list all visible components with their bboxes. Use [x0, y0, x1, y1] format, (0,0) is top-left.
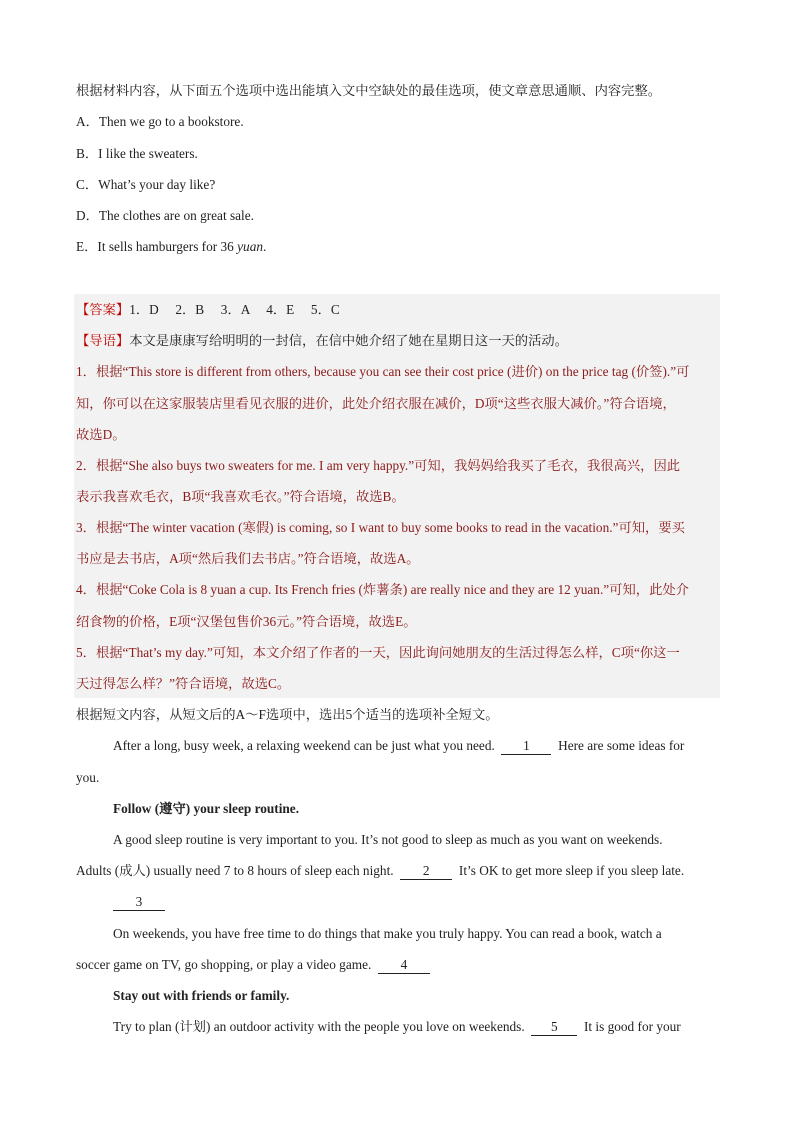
option-c: C．What’s your day like? — [76, 177, 216, 192]
explanation-line: 2．根据“She also buys two sweaters for me. I am very happy.”可知，我妈妈给我买了毛衣，我很高兴，因此 — [76, 458, 681, 473]
explanation-line: 1．根据“This store is different from others, because you can see their cost price (进价) on the price tag (价签).”可 — [76, 364, 690, 379]
blank-1: 1 — [501, 738, 551, 755]
option-d: D．The clothes are on great sale. — [76, 208, 254, 223]
instruction-1: 根据材料内容，从下面五个选项中选出能填入文中空缺处的最佳选项，使文章意思通顺、内容完整。 — [76, 83, 662, 98]
explanation-line: 3．根据“The winter vacation (寒假) is coming, so I want to buy some books to read in the vacation.”可知，要买 — [76, 520, 685, 535]
passage-line: Try to plan (计划) an outdoor activity with the people you love on weekends. 5 It is good for your — [113, 1019, 681, 1034]
answer-values: 1．D 2．B 3．A 4．E 5．C — [129, 302, 340, 317]
blank-2: 2 — [400, 863, 452, 880]
passage-line: soccer game on TV, go shopping, or play a video game. 4 — [76, 955, 430, 975]
answer-line — [76, 300, 340, 320]
answer-label: 【答案】 — [76, 302, 130, 317]
explanation-line: 5．根据“That’s my day.”可知，本文介绍了作者的一天，因此询问她朋友的生活过得怎么样，C项“你这一 — [76, 645, 680, 660]
option-e: E．It sells hamburgers for 36 yuan. — [76, 239, 267, 254]
explanation-line: 表示我喜欢毛衣，B项“我喜欢毛衣。”符合语境，故选B。 — [76, 489, 405, 504]
instruction-2: 根据短文内容，从短文后的A～F选项中，选出5个适当的选项补全短文。 — [76, 707, 499, 722]
option-a: A．Then we go to a bookstore. — [76, 114, 244, 129]
passage-line: A good sleep routine is very important to you. It’s not good to sleep as much as you want on weekends. — [113, 832, 663, 847]
guide-text: 本文是康康写给明明的一封信，在信中她介绍了她在星期日这一天的活动。 — [129, 333, 568, 348]
passage-line: Adults (成人) usually need 7 to 8 hours of sleep each night. 2 It’s OK to get more sleep if you sleep late. — [76, 863, 685, 878]
blank-3: 3 — [113, 894, 165, 911]
explanation-line: 故选D。 — [76, 427, 126, 442]
option-b: B．I like the sweaters. — [76, 146, 198, 161]
passage-line: On weekends, you have free time to do things that make you truly happy. You can read a book, watch a — [113, 926, 662, 941]
blank-5: 5 — [531, 1019, 577, 1036]
heading-sleep-routine: Follow (遵守) your sleep routine. — [113, 801, 300, 816]
passage-line — [113, 892, 165, 912]
heading-stay-out: Stay out with friends or family. — [113, 988, 290, 1003]
explanation-line: 天过得怎么样？”符合语境，故选C。 — [76, 676, 291, 691]
guide-label: 【导语】 — [76, 333, 130, 348]
blank-4: 4 — [378, 957, 430, 974]
guide-line — [76, 331, 568, 351]
explanation-line: 书应是去书店，A项“然后我们去书店。”符合语境，故选A。 — [76, 551, 420, 566]
explanation-line: 绍食物的价格，E项“汉堡包售价36元。”符合语境，故选E。 — [76, 614, 417, 629]
passage-line: After a long, busy week, a relaxing weekend can be just what you need. 1 Here are some ideas for — [113, 738, 685, 753]
explanation-line: 知，你可以在这家服装店里看见衣服的进价，此处介绍衣服在减价，D项“这些衣服大减价。”符合语境， — [76, 396, 676, 411]
explanation-line: 4．根据“Coke Cola is 8 yuan a cup. Its French fries (炸薯条) are really nice and they are 12 yuan.”可知，此处介 — [76, 582, 689, 597]
passage-line: you. — [76, 770, 100, 785]
